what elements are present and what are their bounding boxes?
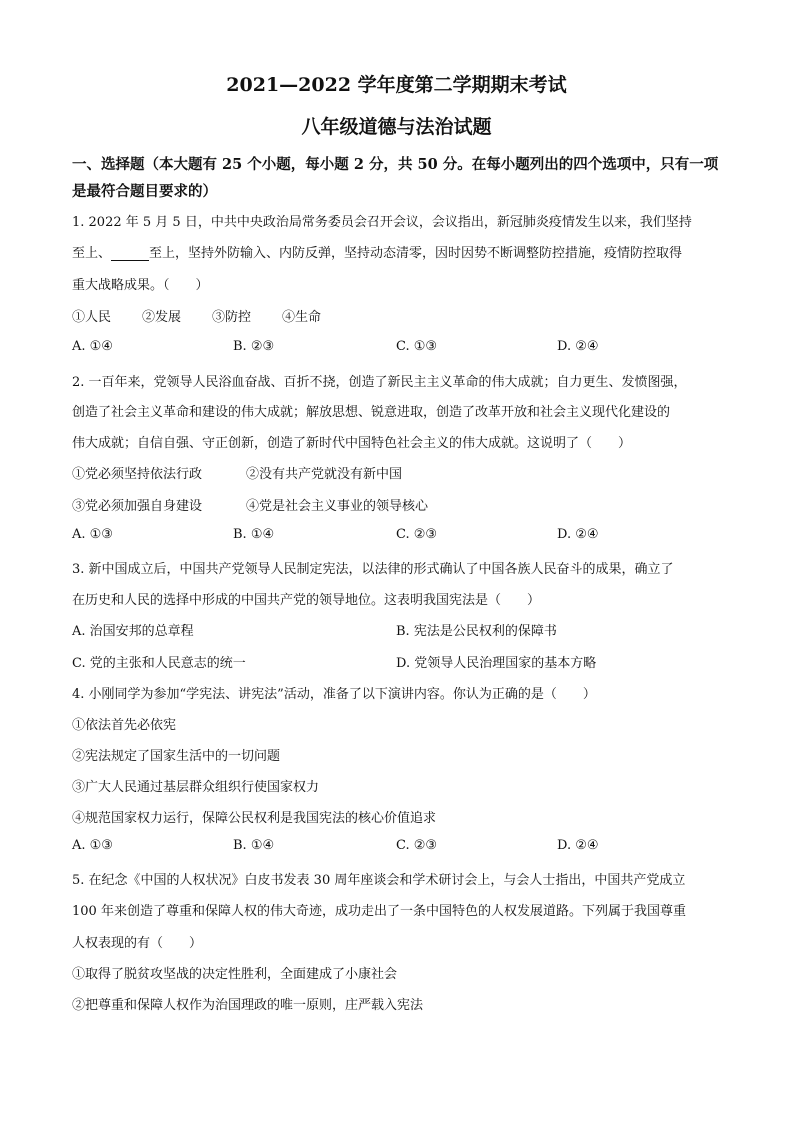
q5-stem-line3: 人权表现的有（ ）: [72, 936, 203, 951]
exam-title: 2021—2022 学年度第二学期期末考试: [226, 74, 567, 96]
q3-option-d: D. 党领导人民治理国家的基本方略: [396, 656, 597, 671]
q4-item: ④规范国家权力运行，保障公民权利是我国宪法的核心价值追求: [72, 811, 437, 826]
q1-stem-line3: 重大战略成果。（ ）: [72, 278, 209, 293]
q2-option-c: C. ②③: [396, 527, 438, 542]
q5-item: ②把尊重和保障人权作为治国理政的唯一原则，庄严载入宪法: [72, 998, 424, 1013]
q2-item: ③党必须加强自身建设: [72, 499, 203, 514]
q1-option-b: B. ②③: [233, 339, 275, 354]
q4-option-d: D. ②④: [557, 838, 599, 853]
q3-option-c: C. 党的主张和人民意志的统一: [72, 656, 246, 671]
q2-stem-line1: 2. 一百年来，党领导人民浴血奋战、百折不挠，创造了新民主主义革命的伟大成就；自力更生、发愤图强，: [72, 375, 687, 390]
q1-item: ④生命: [282, 310, 322, 325]
q2-option-a: A. ①③: [72, 527, 113, 542]
q1-stem-line2b: 至上，坚持外防输入、内防反弹，坚持动态清零，因时因势不断调整防控措施，疫情防控取得: [149, 246, 683, 261]
q1-item: ②发展: [142, 310, 182, 325]
q2-item: ②没有共产党就没有新中国: [246, 467, 403, 482]
q3-option-a: A. 治国安邦的总章程: [72, 624, 194, 639]
q3-stem-line1: 3. 新中国成立后，中国共产党领导人民制定宪法，以法律的形式确认了中国各族人民奋斗的成果，确立了: [72, 562, 674, 577]
exam-subtitle: 八年级道德与法治试题: [301, 116, 492, 138]
q4-option-c: C. ②③: [396, 838, 438, 853]
q4-item: ②宪法规定了国家生活中的一切问题: [72, 749, 281, 764]
q4-item: ③广大人民通过基层群众组织行使国家权力: [72, 780, 320, 795]
q4-option-a: A. ①③: [72, 838, 113, 853]
q2-stem-line3: 伟大成就；自信自强、守正创新，创造了新时代中国特色社会主义的伟大成就。这说明了（ ）: [72, 436, 632, 451]
q1-option-c: C. ①③: [396, 339, 438, 354]
q3-option-b: B. 宪法是公民权利的保障书: [396, 624, 557, 639]
q2-item: ④党是社会主义事业的领导核心: [246, 499, 429, 514]
q1-item: ③防控: [212, 310, 252, 325]
q2-option-d: D. ②④: [557, 527, 599, 542]
q1-stem-line2a: 至上、: [72, 246, 112, 261]
q4-item: ①依法首先必依宪: [72, 718, 177, 733]
q5-item: ①取得了脱贫攻坚战的决定性胜利，全面建成了小康社会: [72, 967, 398, 982]
section-heading: 一、选择题（本大题有 25 个小题，每小题 2 分，共 50 分。在每小题列出的四个选项中，只有一项是最符合题目要求的）: [72, 156, 719, 200]
q2-stem-line2: 创造了社会主义革命和建设的伟大成就；解放思想、锐意进取，创造了改革开放和社会主义现代化建设的: [72, 405, 671, 420]
q1-option-d: D. ②④: [557, 339, 599, 354]
q5-stem-line2: 100 年来创造了尊重和保障人权的伟大奇迹，成功走出了一条中国特色的人权发展道路。下列属于我国尊重: [72, 904, 686, 919]
q4-option-b: B. ①④: [233, 838, 275, 853]
q1-stem-line2: [72, 242, 682, 261]
q1-stem-line1: 1. 2022 年 5 月 5 日，中共中央政治局常务委员会召开会议，会议指出，新冠肺炎疫情发生以来，我们坚持: [72, 215, 692, 230]
q2-item: ①党必须坚持依法行政: [72, 467, 203, 482]
fill-blank: [111, 246, 149, 261]
q1-option-a: A. ①④: [72, 339, 113, 354]
q2-option-b: B. ①④: [233, 527, 275, 542]
q3-stem-line2: 在历史和人民的选择中形成的中国共产党的领导地位。这表明我国宪法是（ ）: [72, 593, 541, 608]
q5-stem-line1: 5. 在纪念《中国的人权状况》白皮书发表 30 周年座谈会和学术研讨会上，与会人士指出，中国共产党成立: [72, 873, 686, 888]
q1-item: ①人民: [72, 310, 112, 325]
q4-stem-line1: 4. 小刚同学为参加“学宪法、讲宪法”活动，准备了以下演讲内容。你认为正确的是（ ）: [72, 687, 596, 702]
